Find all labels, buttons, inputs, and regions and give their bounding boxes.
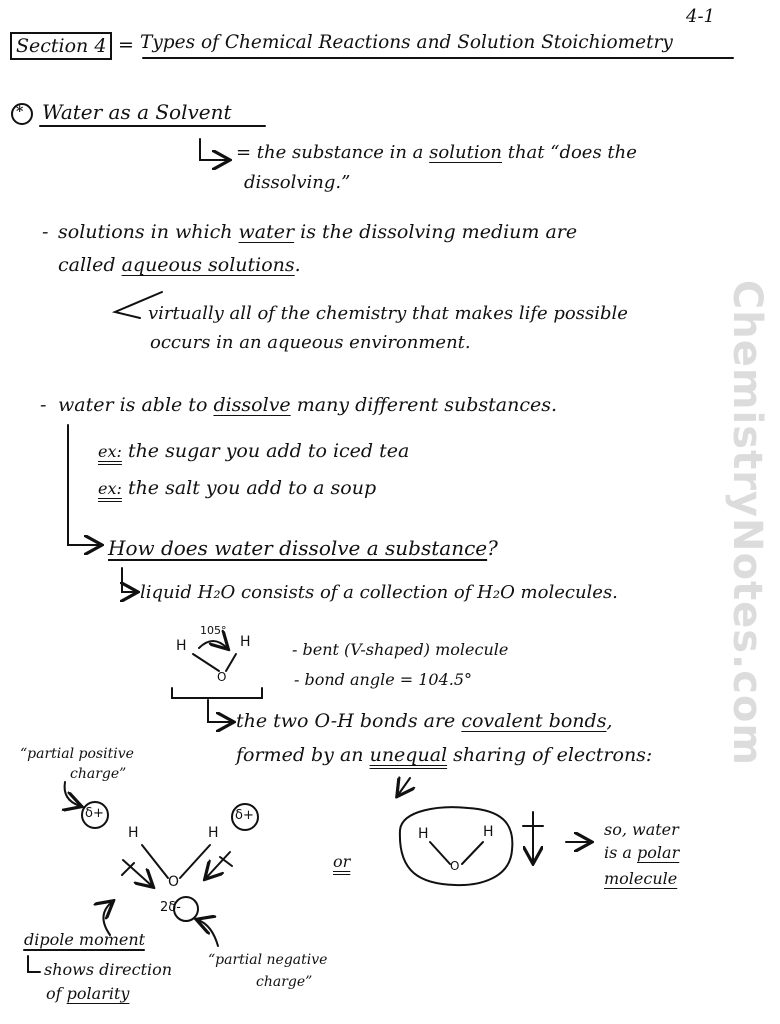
- partial-positive-label-2: charge”: [70, 766, 127, 782]
- virtually-line2: occurs in an aqueous environment.: [150, 332, 471, 353]
- star-icon: *: [16, 104, 24, 120]
- section-heading: Water as a Solvent: [42, 100, 232, 124]
- answer-line: liquid H₂O consists of a collection of H₂O molecules.: [140, 582, 618, 603]
- so-water-label: so, water: [604, 820, 679, 839]
- example-1: ex: the sugar you add to iced tea: [98, 440, 410, 462]
- example-2: ex: the salt you add to a soup: [98, 477, 377, 499]
- bullet1-line2: called aqueous solutions.: [58, 254, 301, 276]
- molecule-label: molecule: [604, 869, 678, 888]
- big-h-right: H: [208, 825, 219, 841]
- o-atom: O: [217, 670, 227, 684]
- question-line: How does water dissolve a substance?: [108, 536, 498, 560]
- bullet1-dash: -: [42, 221, 49, 243]
- delta-minus: 2δ-: [160, 900, 181, 915]
- bond-angle-label: 105°: [200, 624, 227, 637]
- equals-sign: =: [118, 34, 134, 56]
- big-h-left: H: [128, 825, 139, 841]
- delta-plus-left: δ+: [85, 806, 104, 821]
- watermark: ChemistryNotes.com: [723, 279, 770, 767]
- partial-negative-label-2: charge”: [256, 974, 313, 990]
- delta-plus-right: δ+: [235, 808, 254, 823]
- or-label: or: [333, 852, 351, 871]
- bonds-line2: formed by an unequal sharing of electrons:: [236, 744, 653, 766]
- bullet1-line1: solutions in which water is the dissolving medium are: [58, 221, 578, 243]
- molecule-note-bent: - bent (V-shaped) molecule: [292, 640, 509, 659]
- outline-o: O: [450, 859, 460, 873]
- section-label: Section 4: [10, 32, 112, 60]
- h-atom-right: H: [240, 634, 251, 650]
- definition-line2: dissolving.”: [244, 172, 351, 193]
- bonds-line1: the two O-H bonds are covalent bonds,: [236, 710, 613, 732]
- big-o: O: [168, 874, 180, 890]
- page-title: Types of Chemical Reactions and Solution Stoichiometry: [140, 32, 673, 53]
- definition-line1: = the substance in a solution that “does the: [236, 142, 637, 163]
- outline-h-right: H: [483, 824, 494, 840]
- dipole-moment-label: dipole moment: [24, 930, 146, 949]
- of-polarity-label: of polarity: [46, 984, 130, 1003]
- h-atom-left: H: [176, 638, 187, 654]
- bullet2-dash: -: [40, 394, 47, 416]
- question-arrow: [68, 425, 100, 545]
- partial-positive-label: “partial positive: [20, 746, 134, 762]
- virtually-line1: virtually all of the chemistry that makes life possible: [148, 303, 628, 324]
- page-number: 4-1: [686, 6, 715, 27]
- is-a-polar-label: is a polar: [604, 843, 680, 862]
- outline-h-left: H: [418, 826, 429, 842]
- definition-arrow: [200, 139, 228, 160]
- molecule-note-angle: - bond angle = 104.5°: [294, 670, 473, 689]
- shows-direction-label: shows direction: [44, 960, 173, 979]
- answer-arrow: [122, 568, 136, 592]
- partial-negative-label: “partial negative: [208, 952, 328, 968]
- bullet2-line1: water is able to dissolve many different substances.: [58, 394, 558, 416]
